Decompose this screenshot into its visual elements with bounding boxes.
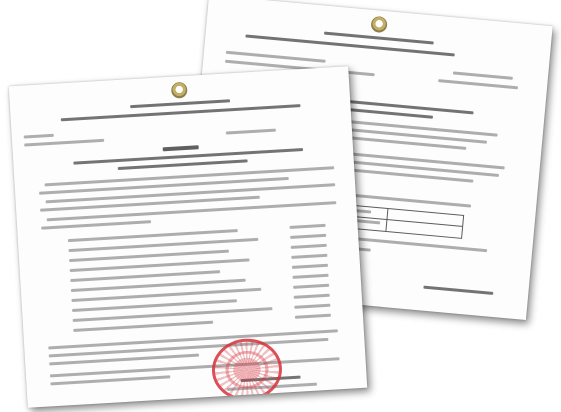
text-line (226, 129, 276, 135)
list-item-value (291, 254, 327, 259)
list-item-value (290, 224, 326, 229)
list-item-value (294, 304, 330, 309)
header-line (245, 34, 454, 56)
list-item-value (292, 264, 328, 269)
text-line (47, 201, 337, 221)
text-line (438, 79, 518, 89)
text-line (39, 177, 289, 195)
text-line (24, 134, 54, 139)
list-item-value (295, 314, 331, 319)
list-item-value (294, 294, 330, 299)
signatory-name (423, 286, 493, 295)
list-item-value (291, 244, 327, 249)
text-line (41, 220, 151, 230)
text-line (50, 375, 170, 385)
text-line (453, 71, 513, 79)
national-emblem-icon (370, 16, 387, 33)
title-line (163, 145, 199, 151)
header-line (61, 104, 301, 121)
title-line (118, 159, 248, 170)
list-item-value (293, 284, 329, 289)
national-emblem-icon (171, 82, 188, 99)
list-item-value (290, 234, 326, 239)
list-item-value (292, 274, 328, 279)
text-line (24, 139, 104, 147)
list-item (73, 321, 213, 332)
front-document-page (9, 66, 367, 408)
list-item (70, 270, 220, 282)
header-line (130, 99, 230, 108)
